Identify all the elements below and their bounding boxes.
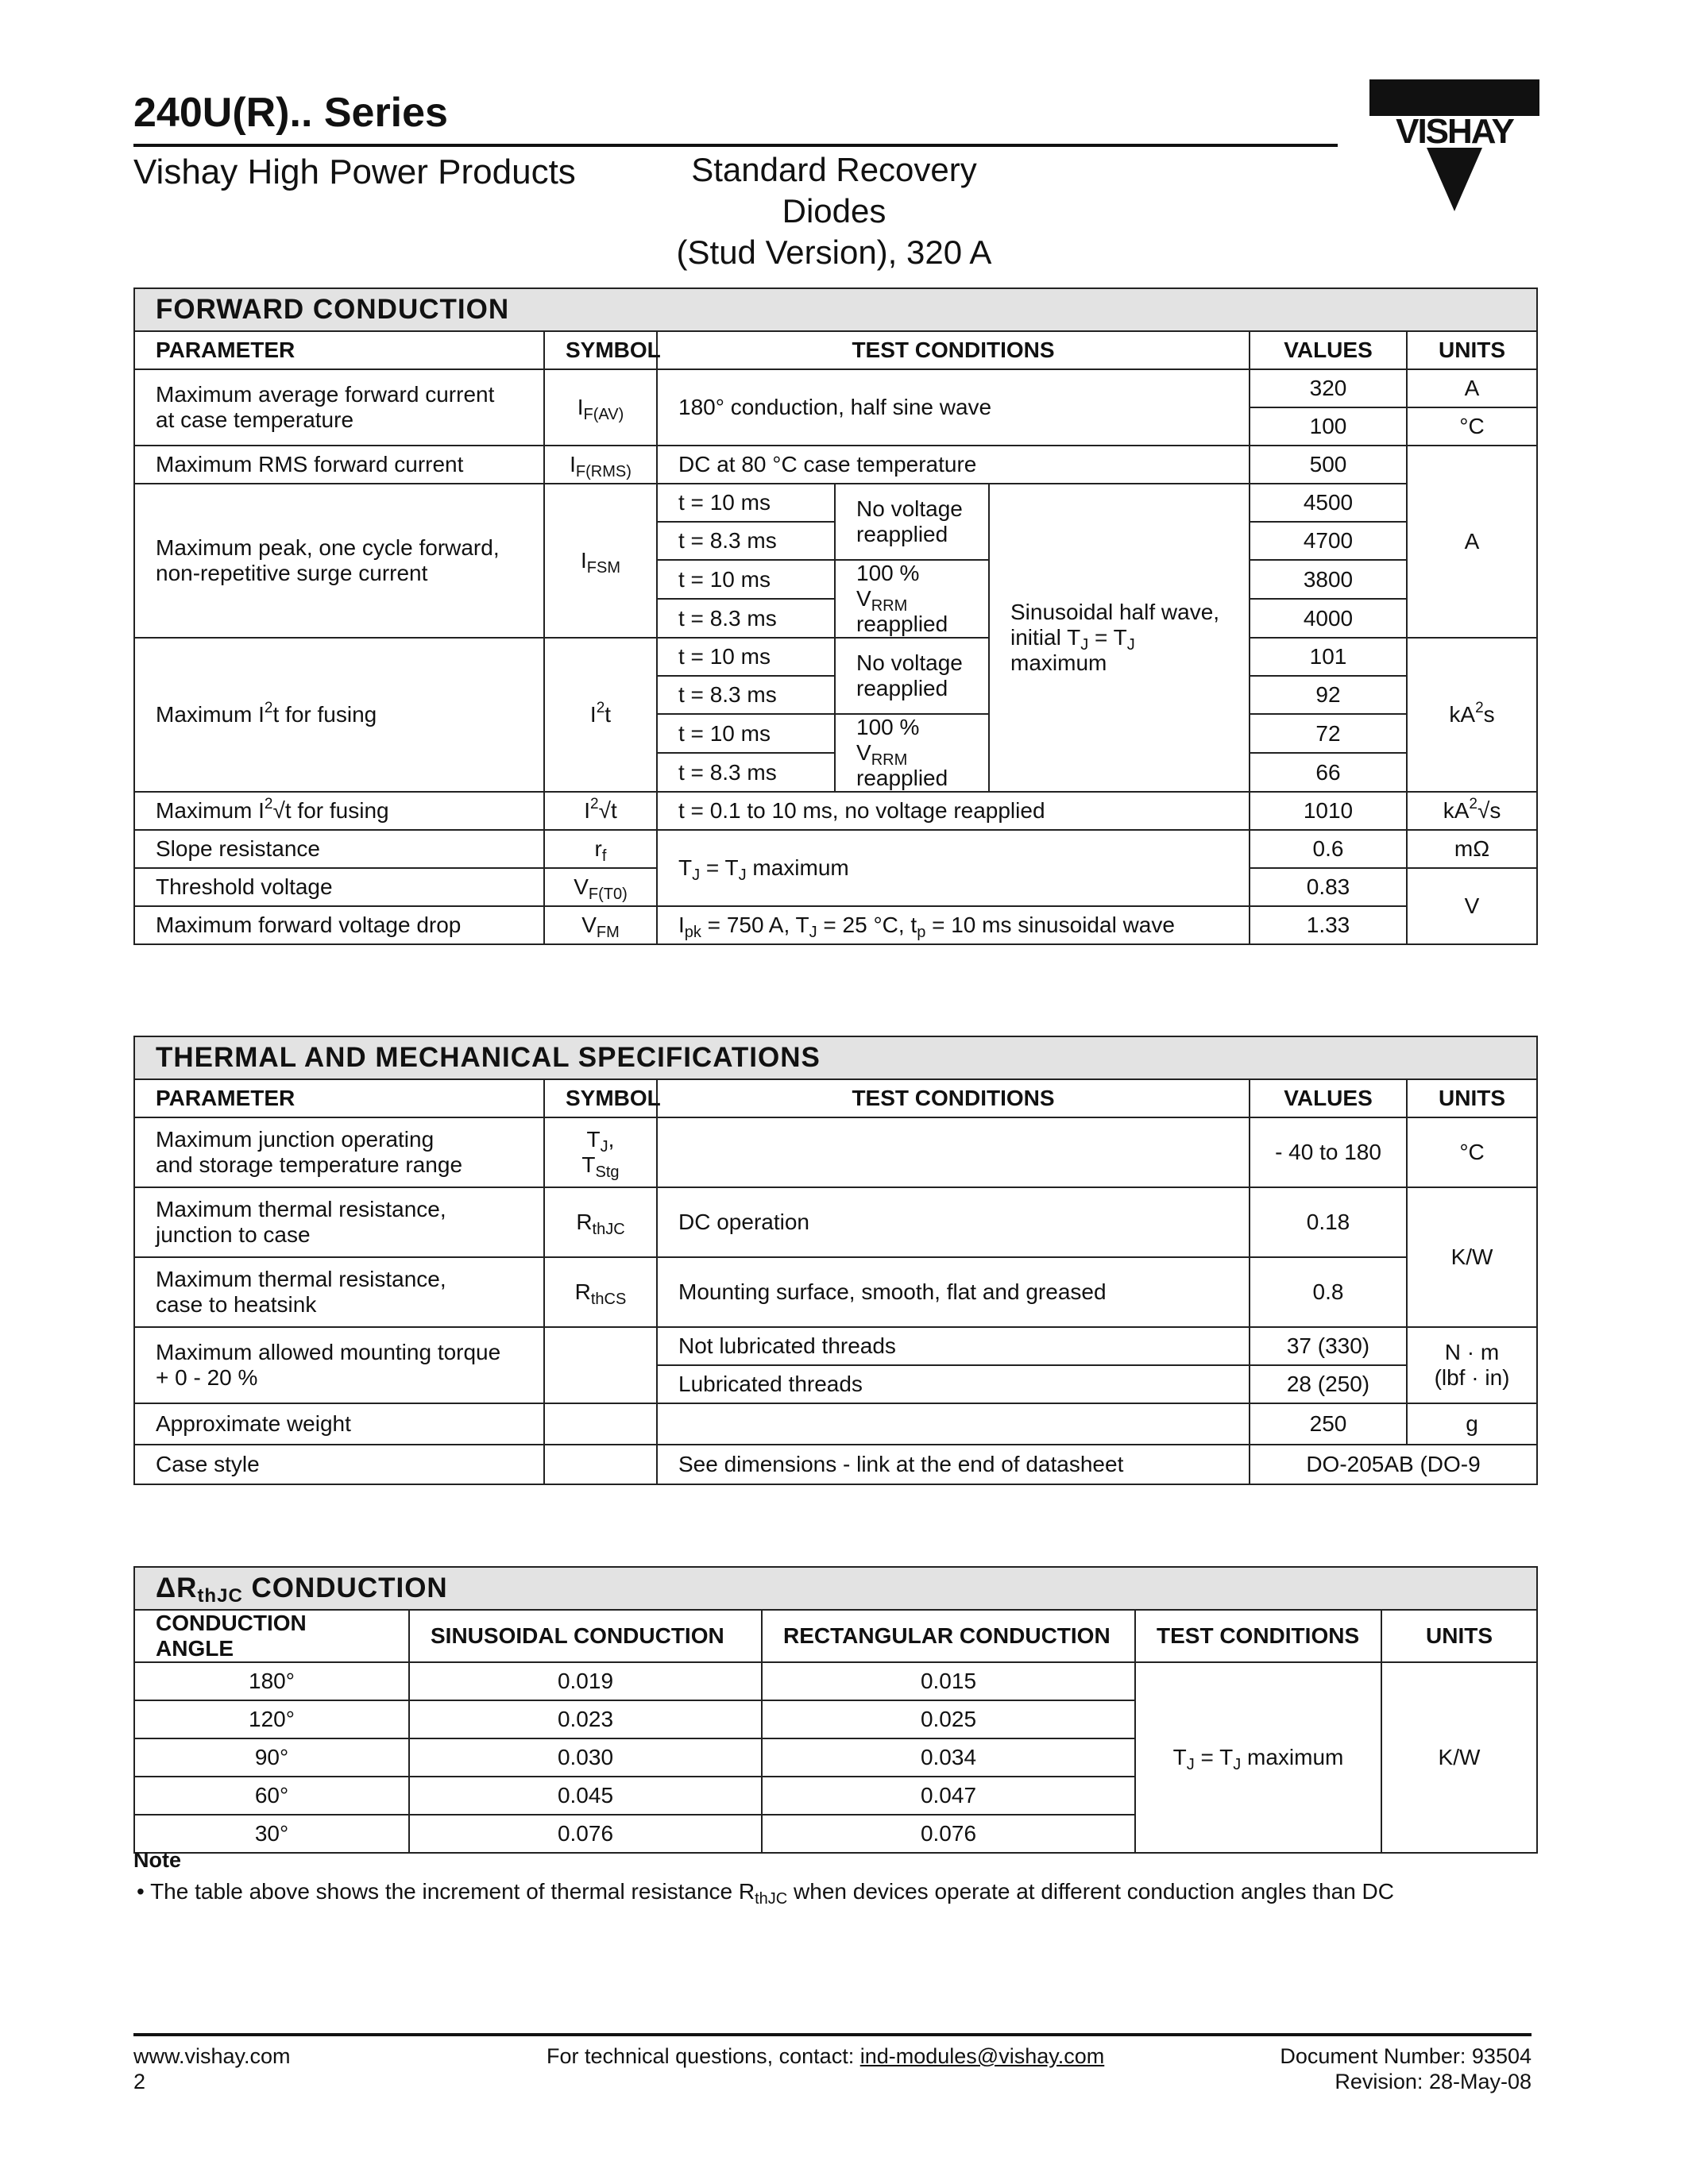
unit-celsius: °C: [1407, 407, 1537, 446]
vishay-logo-icon: [1366, 79, 1543, 214]
rectangular-cell: 0.034: [762, 1738, 1135, 1777]
cond-empty: [657, 1117, 1250, 1187]
cond-mounting-surface: Mounting surface, smooth, flat and greased: [657, 1257, 1250, 1327]
rectangular-cell: 0.015: [762, 1662, 1135, 1700]
col-units: UNITS: [1407, 331, 1537, 369]
symbol-empty: [544, 1327, 657, 1403]
symbol-i2rt: $I^2√t$: [544, 792, 657, 830]
note-heading: Note: [133, 1848, 181, 1872]
unit-ka2rs: $kA^2√s$: [1407, 792, 1537, 830]
sinusoidal-cell: 0.076: [409, 1815, 762, 1853]
subtitle-line-2: (Stud Version), 320 A: [676, 233, 992, 271]
value-case-temp: 100: [1250, 407, 1407, 446]
col-values: VALUES: [1250, 331, 1407, 369]
footer-website-link[interactable]: www.vishay.com: [133, 2044, 291, 2068]
cond-empty: [657, 1403, 1250, 1445]
rectangular-cell: 0.047: [762, 1777, 1135, 1815]
param-slope-resistance: Slope resistance: [134, 830, 544, 868]
cond-i2rt: t = 0.1 to 10 ms, no voltage reapplied: [657, 792, 1250, 830]
symbol-ifsm: $I_{FSM}$: [544, 484, 657, 638]
rectangular-cell: 0.025: [762, 1700, 1135, 1738]
time-cell: t = 10 ms: [657, 714, 835, 753]
cond-no-voltage: No voltage reapplied: [835, 484, 989, 560]
cond-sinusoidal: Sinusoidal half wave, initial $T_J = T_J$ maximum: [989, 484, 1250, 792]
time-cell: t = 10 ms: [657, 484, 835, 522]
brand-name: Vishay High Power Products: [133, 152, 576, 191]
symbol-rthcs: $R_{thCS}$: [544, 1257, 657, 1327]
symbol-rthjc: $R_{thJC}$: [544, 1187, 657, 1257]
col-units: UNITS: [1381, 1610, 1537, 1662]
value-ifsm: 4700: [1250, 522, 1407, 560]
value-vfm: 1.33: [1250, 906, 1407, 944]
time-cell: t = 8.3 ms: [657, 599, 835, 638]
col-sinusoidal: SINUSOIDAL CONDUCTION: [409, 1610, 762, 1662]
footer-email-link[interactable]: ind-modules@vishay.com: [859, 2044, 1105, 2068]
param-rms-current: Maximum RMS forward current: [134, 446, 544, 484]
cond-lubricated: Lubricated threads: [657, 1365, 1250, 1403]
document-subtitle: [635, 149, 1033, 273]
symbol-empty: [544, 1445, 657, 1484]
value-weight: 250: [1250, 1403, 1407, 1445]
value-case-style: DO-205AB (DO-9: [1250, 1445, 1537, 1484]
unit-kw: K/W: [1407, 1187, 1537, 1327]
unit-celsius: °C: [1407, 1117, 1537, 1187]
forward-conduction-table: [133, 287, 1538, 945]
time-cell: t = 8.3 ms: [657, 522, 835, 560]
cond-100-vrrm: 100 % $V_{RRM}$ reapplied: [835, 560, 989, 638]
param-rthjc: Maximum thermal resistance, junction to case: [134, 1187, 544, 1257]
symbol-if-rms: $I_{F(RMS)}$: [544, 446, 657, 484]
param-threshold-voltage: Threshold voltage: [134, 868, 544, 906]
sinusoidal-cell: 0.019: [409, 1662, 762, 1700]
symbol-rf: $r_f$: [544, 830, 657, 868]
param-junction-temp: Maximum junction operating and storage temperature range: [134, 1117, 544, 1187]
value-i2t: 66: [1250, 753, 1407, 792]
value-rms: 500: [1250, 446, 1407, 484]
angle-cell: 30°: [134, 1815, 409, 1853]
value-junction-temp: - 40 to 180: [1250, 1117, 1407, 1187]
footer-contact: [547, 2044, 1104, 2069]
header-rule: [133, 144, 1338, 147]
sinusoidal-cell: 0.030: [409, 1738, 762, 1777]
symbol-empty: [544, 1403, 657, 1445]
unit-kw: K/W: [1381, 1662, 1537, 1853]
cond-vfm: $I_{pk} = 750$ A, $T_J = 25$ °C, $t_p = 10$ ms sinusoidal wave: [657, 906, 1250, 944]
col-test-conditions: TEST CONDITIONS: [657, 331, 1250, 369]
value-ifsm: 4500: [1250, 484, 1407, 522]
subtitle-line-1: Standard Recovery Diodes: [691, 151, 977, 230]
angle-cell: 90°: [134, 1738, 409, 1777]
footer-revision: Revision: 28-May-08: [1335, 2070, 1532, 2093]
unit-gram: g: [1407, 1403, 1537, 1445]
unit-ka2s: $kA^2s$: [1407, 638, 1537, 792]
param-avg-forward-current: Maximum average forward current at case temperature: [134, 369, 544, 446]
col-symbol: SYMBOL: [544, 1079, 657, 1117]
thermal-mechanical-table: [133, 1036, 1538, 1485]
col-conduction-angle: CONDUCTION ANGLE: [134, 1610, 409, 1662]
col-rectangular: RECTANGULAR CONDUCTION: [762, 1610, 1135, 1662]
rectangular-cell: 0.076: [762, 1815, 1135, 1853]
value-rthjc: 0.18: [1250, 1187, 1407, 1257]
cond-not-lubricated: Not lubricated threads: [657, 1327, 1250, 1365]
col-values: VALUES: [1250, 1079, 1407, 1117]
sinusoidal-cell: 0.023: [409, 1700, 762, 1738]
unit-ampere-ifsm: A: [1407, 446, 1537, 638]
footer-rule: [133, 2033, 1532, 2036]
value-i2t: 101: [1250, 638, 1407, 676]
unit-torque: N · m (lbf · in): [1407, 1327, 1537, 1403]
symbol-vfm: $V_{FM}$: [544, 906, 657, 944]
thermal-title: THERMAL AND MECHANICAL SPECIFICATIONS: [134, 1036, 1537, 1079]
footer-page-number: 2: [133, 2070, 146, 2093]
col-parameter: PARAMETER: [134, 1079, 544, 1117]
angle-cell: 180°: [134, 1662, 409, 1700]
cond-avg-forward: 180° conduction, half sine wave: [657, 369, 1250, 446]
logo-text: VISHAY: [1396, 112, 1513, 151]
symbol-i2t: $I^2t$: [544, 638, 657, 792]
unit-volt: V: [1407, 868, 1537, 944]
param-i2rt: Maximum $I^2√t$ for fusing: [134, 792, 544, 830]
col-units: UNITS: [1407, 1079, 1537, 1117]
value-rthcs: 0.8: [1250, 1257, 1407, 1327]
col-test-conditions: TEST CONDITIONS: [657, 1079, 1250, 1117]
value-i2rt: 1010: [1250, 792, 1407, 830]
symbol-vft0: $V_{F(T0)}$: [544, 868, 657, 906]
time-cell: t = 8.3 ms: [657, 753, 835, 792]
value-threshold: 0.83: [1250, 868, 1407, 906]
sinusoidal-cell: 0.045: [409, 1777, 762, 1815]
unit-ampere: A: [1407, 369, 1537, 407]
cond-rms: DC at 80 °C case temperature: [657, 446, 1250, 484]
cond-no-voltage: No voltage reapplied: [835, 638, 989, 714]
time-cell: t = 8.3 ms: [657, 676, 835, 714]
time-cell: t = 10 ms: [657, 560, 835, 599]
value-i2t: 92: [1250, 676, 1407, 714]
param-weight: Approximate weight: [134, 1403, 544, 1445]
drthjc-title: $\Delta R_{thJC}$ CONDUCTION: [134, 1567, 1537, 1610]
param-i2t: Maximum $I^2t$ for fusing: [134, 638, 544, 792]
param-case-style: Case style: [134, 1445, 544, 1484]
value-torque-dry: 37 (330): [1250, 1327, 1407, 1365]
drthjc-conduction-table: [133, 1566, 1538, 1854]
symbol-if-av: $I_{F(AV)}$: [544, 369, 657, 446]
param-ifsm: Maximum peak, one cycle forward, non-repetitive surge current: [134, 484, 544, 638]
value-ifsm: 3800: [1250, 560, 1407, 599]
param-rthcs: Maximum thermal resistance, case to heatsink: [134, 1257, 544, 1327]
value-avg-current: 320: [1250, 369, 1407, 407]
unit-milliohm: mΩ: [1407, 830, 1537, 868]
cond-tj-max: $T_J = T_J$ maximum: [1135, 1662, 1381, 1853]
col-symbol: SYMBOL: [544, 331, 657, 369]
col-parameter: PARAMETER: [134, 331, 544, 369]
col-test-conditions: TEST CONDITIONS: [1135, 1610, 1381, 1662]
param-mounting-torque: Maximum allowed mounting torque + 0 - 20 %: [134, 1327, 544, 1403]
forward-conduction-title: FORWARD CONDUCTION: [134, 288, 1537, 331]
footer-document-number: Document Number: 93504: [1280, 2044, 1532, 2068]
value-slope: 0.6: [1250, 830, 1407, 868]
cond-100-vrrm: 100 % $V_{RRM}$ reapplied: [835, 714, 989, 792]
cond-dc-operation: DC operation: [657, 1187, 1250, 1257]
value-i2t: 72: [1250, 714, 1407, 753]
value-ifsm: 4000: [1250, 599, 1407, 638]
value-torque-lube: 28 (250): [1250, 1365, 1407, 1403]
cond-dimensions-link: See dimensions - link at the end of datasheet: [657, 1445, 1250, 1484]
cond-tj-max: $T_J = T_J$ maximum: [657, 830, 1250, 906]
note-text: • The table above shows the increment of thermal resistance $R_{thJC}$ when devices operate at different conduction angles than DC: [137, 1879, 1395, 1908]
angle-cell: 120°: [134, 1700, 409, 1738]
symbol-tj-tstg: $T_J$, $T_{Stg}$: [544, 1117, 657, 1187]
param-vfm: Maximum forward voltage drop: [134, 906, 544, 944]
footer-contact-label: For technical questions, contact:: [547, 2044, 860, 2068]
series-title: 240U(R).. Series: [133, 90, 448, 136]
angle-cell: 60°: [134, 1777, 409, 1815]
time-cell: t = 10 ms: [657, 638, 835, 676]
